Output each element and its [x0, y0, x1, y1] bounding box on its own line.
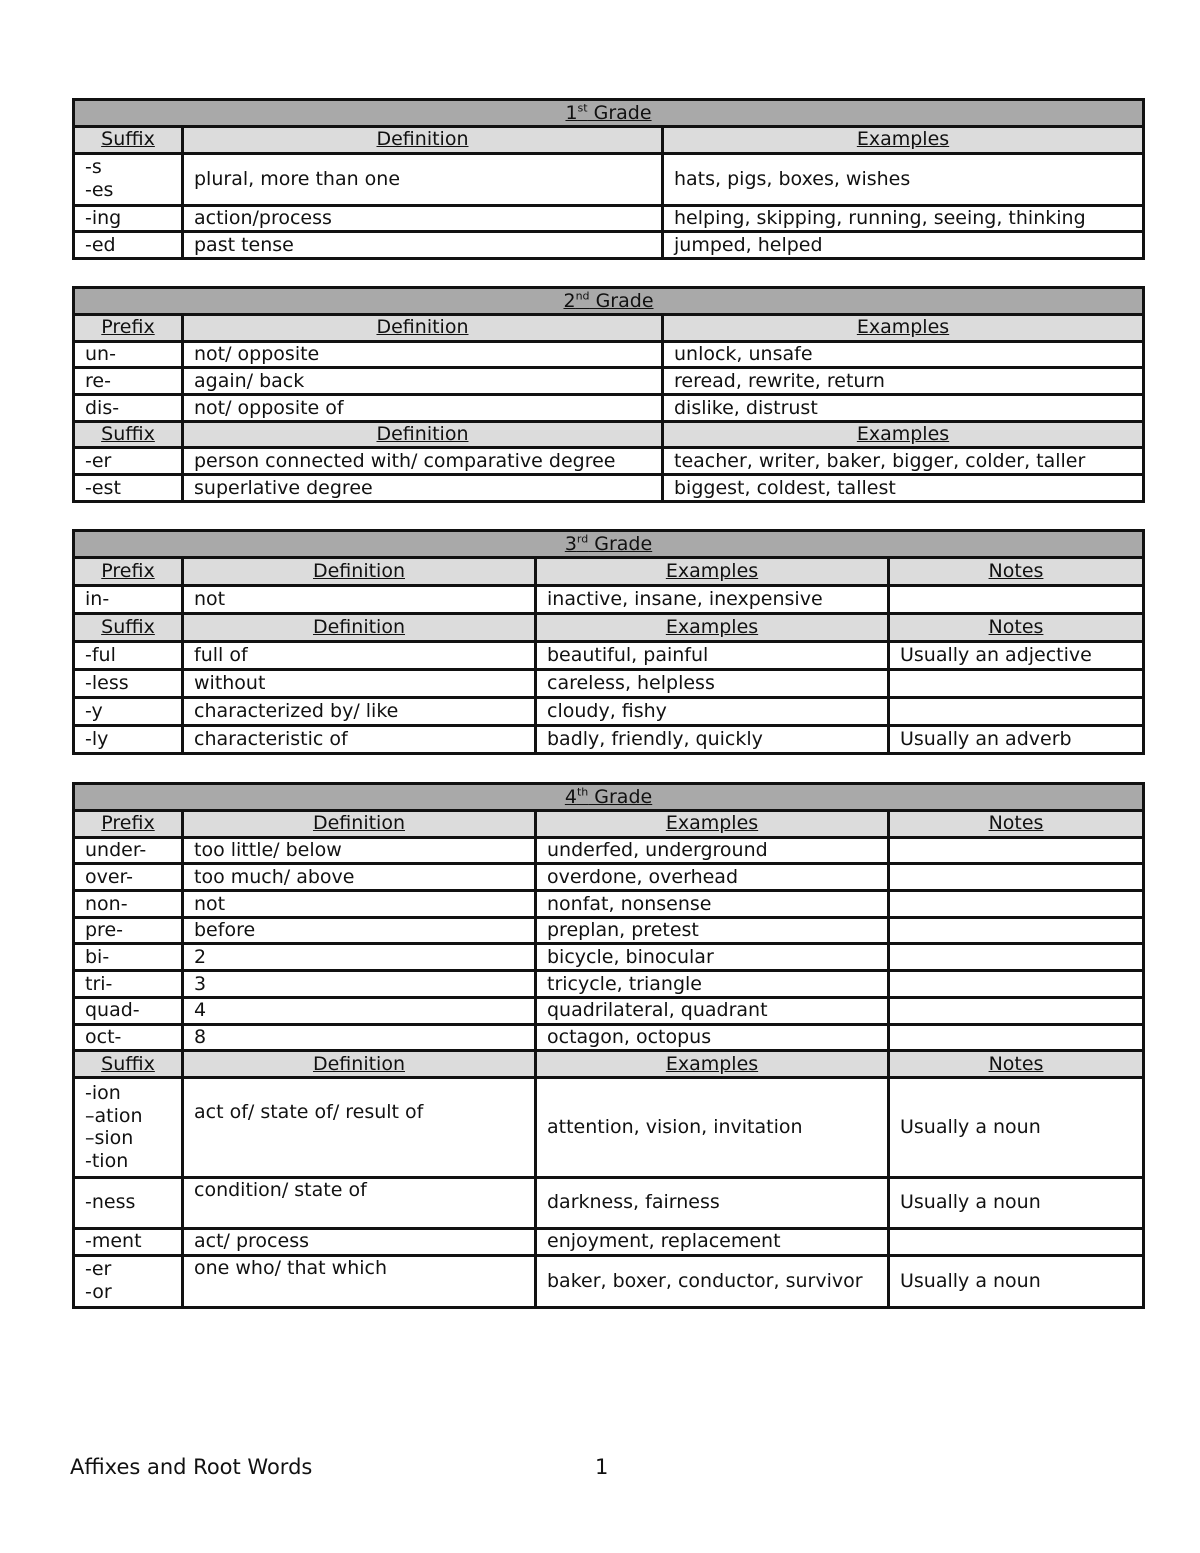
affix-cell: dis- — [74, 395, 183, 422]
grade1-title: 1st Grade — [74, 100, 1144, 127]
notes-cell — [889, 971, 1144, 998]
notes-cell: Usually an adjective — [889, 642, 1144, 670]
affix-cell: -s -es — [74, 153, 183, 205]
examples-cell: baker, boxer, conductor, survivor — [536, 1255, 889, 1307]
definition-cell: one who/ that which — [183, 1255, 536, 1307]
definition-cell: full of — [183, 642, 536, 670]
table-row — [74, 726, 1144, 754]
examples-cell: darkness, fairness — [536, 1177, 889, 1228]
notes-cell — [889, 891, 1144, 918]
notes-cell — [889, 917, 1144, 944]
notes-cell: Usually a noun — [889, 1177, 1144, 1228]
definition-cell: again/ back — [183, 368, 663, 395]
affix-cell: -ion –ation –sion -tion — [74, 1077, 183, 1177]
definition-cell: act/ process — [183, 1228, 536, 1255]
affix-cell: in- — [74, 586, 183, 614]
column-header: Definition — [183, 558, 536, 586]
column-header: Definition — [183, 614, 536, 642]
table-row — [74, 341, 1144, 368]
grade2-title-row — [74, 288, 1144, 315]
affix-cell: -less — [74, 670, 183, 698]
affix-cell: -ed — [74, 232, 183, 259]
examples-cell: attention, vision, invitation — [536, 1077, 889, 1177]
table-row — [74, 971, 1144, 998]
examples-cell: teacher, writer, baker, bigger, colder, taller — [663, 448, 1144, 475]
affix-cell: -ful — [74, 642, 183, 670]
grade4-prefix-header-row — [74, 811, 1144, 838]
table-row — [74, 1228, 1144, 1255]
column-header: Prefix — [74, 315, 183, 342]
examples-cell: dislike, distrust — [663, 395, 1144, 422]
examples-cell: inactive, insane, inexpensive — [536, 586, 889, 614]
table-row — [74, 917, 1144, 944]
definition-cell: 8 — [183, 1024, 536, 1051]
examples-cell: nonfat, nonsense — [536, 891, 889, 918]
table-row — [74, 837, 1144, 864]
affix-cell: over- — [74, 864, 183, 891]
examples-cell: unlock, unsafe — [663, 341, 1144, 368]
examples-cell: reread, rewrite, return — [663, 368, 1144, 395]
definition-cell: without — [183, 670, 536, 698]
affix-cell: bi- — [74, 944, 183, 971]
column-header: Examples — [536, 558, 889, 586]
grade4-suffix-header-row — [74, 1051, 1144, 1078]
definition-cell: not/ opposite — [183, 341, 663, 368]
notes-cell — [889, 698, 1144, 726]
affix-cell: pre- — [74, 917, 183, 944]
definition-cell: characterized by/ like — [183, 698, 536, 726]
grade2-prefix-header-row — [74, 315, 1144, 342]
definition-cell: condition/ state of — [183, 1177, 536, 1228]
grade2-suffix-header-row — [74, 421, 1144, 448]
affix-cell: -ness — [74, 1177, 183, 1228]
column-header: Definition — [183, 421, 663, 448]
grade3-prefix-header-row — [74, 558, 1144, 586]
column-header: Examples — [663, 315, 1144, 342]
notes-cell: Usually a noun — [889, 1255, 1144, 1307]
grade2-table — [72, 286, 1145, 503]
affix-cell: re- — [74, 368, 183, 395]
column-header: Examples — [536, 811, 889, 838]
column-header: Notes — [889, 1051, 1144, 1078]
definition-cell: action/process — [183, 205, 663, 232]
affix-cell: tri- — [74, 971, 183, 998]
definition-cell: not/ opposite of — [183, 395, 663, 422]
table-row — [74, 944, 1144, 971]
table-row — [74, 891, 1144, 918]
column-header: Suffix — [74, 127, 183, 154]
examples-cell: cloudy, fishy — [536, 698, 889, 726]
grade3-table — [72, 529, 1145, 755]
examples-cell: octagon, octopus — [536, 1024, 889, 1051]
affix-cell: -er -or — [74, 1255, 183, 1307]
column-header: Notes — [889, 614, 1144, 642]
table-row — [74, 1024, 1144, 1051]
column-header: Notes — [889, 811, 1144, 838]
affix-cell: under- — [74, 837, 183, 864]
table-row — [74, 153, 1144, 205]
table-row — [74, 475, 1144, 502]
definition-cell: person connected with/ comparative degree — [183, 448, 663, 475]
table-row — [74, 1077, 1144, 1177]
examples-cell: jumped, helped — [663, 232, 1144, 259]
examples-cell: overdone, overhead — [536, 864, 889, 891]
notes-cell — [889, 997, 1144, 1024]
definition-cell: 4 — [183, 997, 536, 1024]
affix-cell: oct- — [74, 1024, 183, 1051]
grade1-title-row — [74, 100, 1144, 127]
notes-cell — [889, 586, 1144, 614]
examples-cell: badly, friendly, quickly — [536, 726, 889, 754]
affix-cell: quad- — [74, 997, 183, 1024]
grade2-title: 2nd Grade — [74, 288, 1144, 315]
affix-cell: -ly — [74, 726, 183, 754]
examples-cell: bicycle, binocular — [536, 944, 889, 971]
column-header: Examples — [536, 1051, 889, 1078]
definition-cell: plural, more than one — [183, 153, 663, 205]
grade4-table — [72, 782, 1145, 1309]
table-row — [74, 698, 1144, 726]
affix-cell: -y — [74, 698, 183, 726]
column-header: Definition — [183, 127, 663, 154]
examples-cell: biggest, coldest, tallest — [663, 475, 1144, 502]
notes-cell: Usually an adverb — [889, 726, 1144, 754]
column-header: Examples — [663, 127, 1144, 154]
definition-cell: superlative degree — [183, 475, 663, 502]
table-row — [74, 232, 1144, 259]
notes-cell — [889, 864, 1144, 891]
affix-cell: -est — [74, 475, 183, 502]
examples-cell: careless, helpless — [536, 670, 889, 698]
examples-cell: tricycle, triangle — [536, 971, 889, 998]
affix-cell: -er — [74, 448, 183, 475]
column-header: Suffix — [74, 421, 183, 448]
table-row — [74, 395, 1144, 422]
affix-cell: -ment — [74, 1228, 183, 1255]
notes-cell — [889, 1228, 1144, 1255]
definition-cell: not — [183, 586, 536, 614]
column-header: Definition — [183, 315, 663, 342]
definition-cell: characteristic of — [183, 726, 536, 754]
definition-cell: past tense — [183, 232, 663, 259]
table-row — [74, 864, 1144, 891]
examples-cell: beautiful, painful — [536, 642, 889, 670]
table-row — [74, 586, 1144, 614]
definition-cell: too much/ above — [183, 864, 536, 891]
grade4-title-row — [74, 784, 1144, 811]
column-header: Suffix — [74, 1051, 183, 1078]
definition-cell: 2 — [183, 944, 536, 971]
examples-cell: quadrilateral, quadrant — [536, 997, 889, 1024]
table-row — [74, 997, 1144, 1024]
column-header: Notes — [889, 558, 1144, 586]
grade1-table — [72, 98, 1145, 260]
column-header: Examples — [536, 614, 889, 642]
notes-cell — [889, 1024, 1144, 1051]
definition-cell: too little/ below — [183, 837, 536, 864]
footer-title: Affixes and Root Words — [70, 1455, 313, 1479]
affix-cell: un- — [74, 341, 183, 368]
table-row — [74, 448, 1144, 475]
examples-cell: underfed, underground — [536, 837, 889, 864]
examples-cell: enjoyment, replacement — [536, 1228, 889, 1255]
column-header: Suffix — [74, 614, 183, 642]
table-row — [74, 642, 1144, 670]
grade3-title: 3rd Grade — [74, 531, 1144, 558]
examples-cell: hats, pigs, boxes, wishes — [663, 153, 1144, 205]
table-row — [74, 1177, 1144, 1228]
table-row — [74, 368, 1144, 395]
column-header: Definition — [183, 1051, 536, 1078]
table-row — [74, 205, 1144, 232]
table-row — [74, 670, 1144, 698]
column-header: Examples — [663, 421, 1144, 448]
definition-cell: 3 — [183, 971, 536, 998]
definition-cell: not — [183, 891, 536, 918]
examples-cell: helping, skipping, running, seeing, thinking — [663, 205, 1144, 232]
grade3-title-row — [74, 531, 1144, 558]
definition-cell: before — [183, 917, 536, 944]
notes-cell — [889, 944, 1144, 971]
column-header: Prefix — [74, 558, 183, 586]
affix-cell: non- — [74, 891, 183, 918]
column-header: Definition — [183, 811, 536, 838]
grade3-suffix-header-row — [74, 614, 1144, 642]
definition-cell: act of/ state of/ result of — [183, 1077, 536, 1177]
notes-cell — [889, 670, 1144, 698]
examples-cell: preplan, pretest — [536, 917, 889, 944]
affix-cell: -ing — [74, 205, 183, 232]
page-number: 1 — [595, 1455, 609, 1479]
grade4-title: 4th Grade — [74, 784, 1144, 811]
notes-cell: Usually a noun — [889, 1077, 1144, 1177]
notes-cell — [889, 837, 1144, 864]
column-header: Prefix — [74, 811, 183, 838]
table-row — [74, 1255, 1144, 1307]
grade1-header-row — [74, 127, 1144, 154]
